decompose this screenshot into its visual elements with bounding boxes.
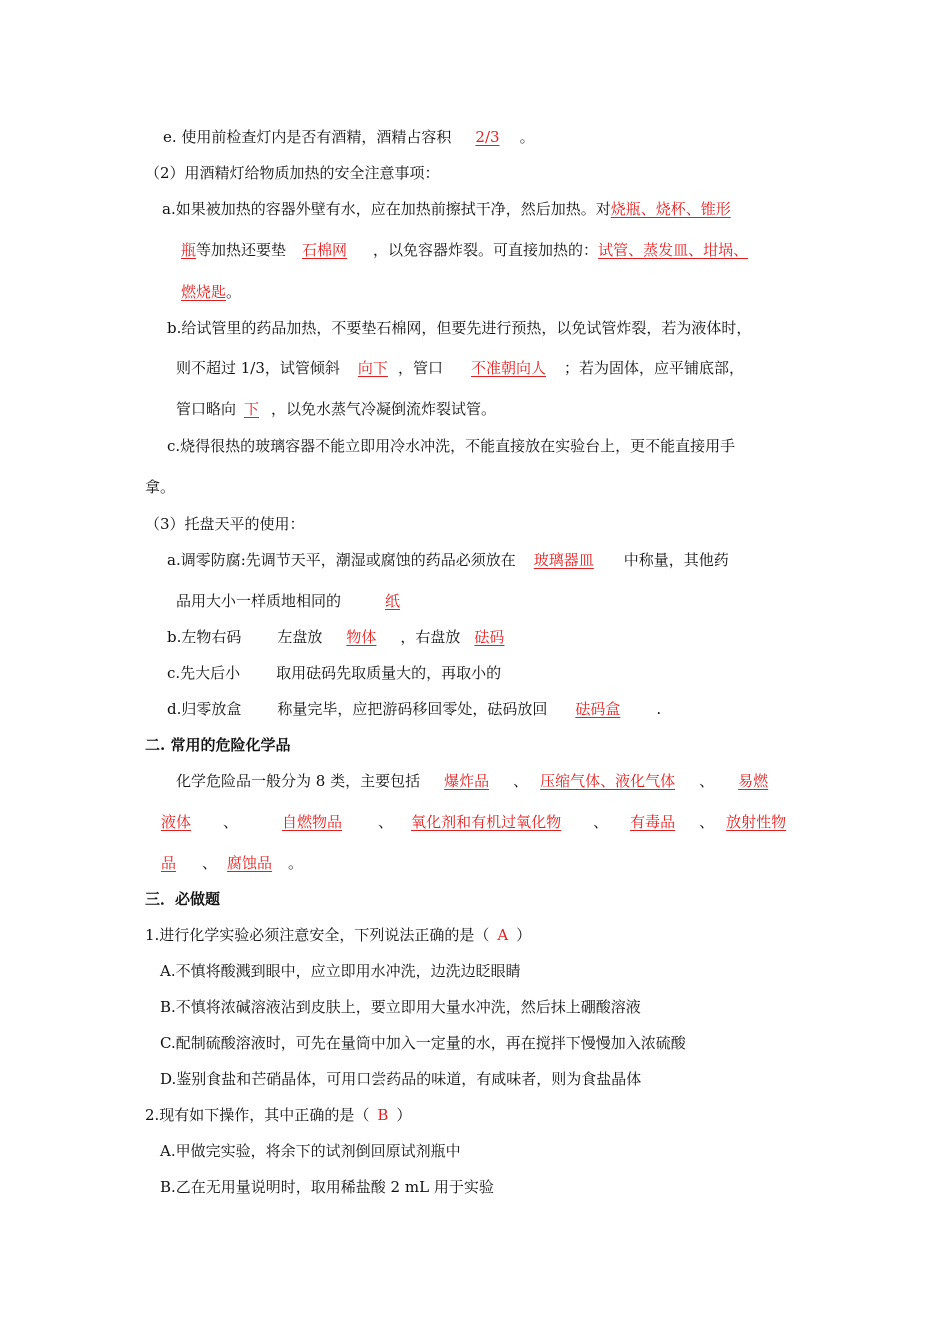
answer-blank: 烧瓶、烧杯、锥形	[610, 200, 731, 218]
question-1: 1.进行化学实验必须注意安全，下列说法正确的是（ A ）	[145, 926, 532, 944]
answer-blank: 自燃物品	[282, 813, 343, 831]
answer-mark: A	[497, 926, 509, 944]
balance-b: b.左物右码 左盘放 物体 ，右盘放 砝码	[167, 627, 550, 647]
answer-blank: 瓶	[181, 241, 197, 259]
balance-d: d.归零放盒 称量完毕，应把游码移回零处，砝码放回 砝码盒 .	[167, 700, 662, 718]
item-e: e. 使用前检查灯内是否有酒精，酒精占容积 2/3 。	[163, 128, 535, 146]
question-1-option-b: B.不慎将浓碱溶液沾到皮肤上，要立即用大量水冲洗，然后抹上硼酸溶液	[160, 998, 641, 1016]
answer-blank: 氧化剂和有机过氧化物	[411, 813, 562, 831]
item-b-line2: 则不超过 1/3，试管倾斜 向下 ，管口 不准朝向人 ；若为固体，应平铺底部，	[176, 359, 744, 377]
answer-blank: 下	[244, 400, 260, 418]
hazard-line1: 化学危险品一般分为 8 类，主要包括 爆炸品 、 压缩气体、液化气体 、 易燃	[176, 772, 769, 790]
hazard-line3: 品 、 腐蚀品 。	[161, 854, 304, 872]
question-2-option-b: B.乙在无用量说明时，取用稀盐酸 2 mL 用于实验	[160, 1178, 494, 1196]
item-a-line3: 燃烧匙。	[181, 283, 242, 301]
section-2-heading: 二. 常用的危险化学品	[145, 736, 291, 754]
answer-blank: 玻璃器皿	[533, 551, 594, 569]
item-c-line2: 拿。	[145, 478, 176, 496]
question-2: 2.现有如下操作，其中正确的是（ B ）	[145, 1106, 412, 1124]
subsection-3-title: （3）托盘天平的使用：	[145, 515, 305, 533]
hazard-line2: 液体 、 自燃物品 、 氧化剂和有机过氧化物 、 有毒品 、 放射性物	[161, 813, 787, 831]
item-a-line2: 瓶等加热还要垫 石棉网 ，以免容器炸裂。可直接加热的：试管、蒸发皿、坩埚、	[181, 241, 749, 259]
answer-blank: 放射性物	[726, 813, 787, 831]
answer-blank: 不准朝向人	[470, 359, 546, 377]
answer-blank: 石棉网	[302, 241, 348, 259]
answer-blank: 试管、蒸发皿、坩埚、	[598, 241, 749, 259]
answer-blank: 有毒品	[630, 813, 676, 831]
answer-blank: 压缩气体、液化气体	[540, 772, 676, 790]
answer-mark: B	[377, 1106, 389, 1124]
answer-blank: 燃烧匙	[181, 283, 227, 301]
answer-blank: 纸	[385, 592, 401, 610]
question-1-option-c: C.配制硫酸溶液时，可先在量筒中加入一定量的水，再在搅拌下慢慢加入浓硫酸	[160, 1034, 686, 1052]
answer-blank: 物体	[346, 628, 377, 646]
question-1-option-d: D.鉴别食盐和芒硝晶体，可用口尝药品的味道，有咸味者，则为食盐晶体	[160, 1070, 642, 1088]
item-c-line1: c.烧得很热的玻璃容器不能立即用冷水冲洗，不能直接放在实验台上，更不能直接用手	[167, 437, 736, 455]
answer-blank: 爆炸品	[444, 772, 490, 790]
balance-c: c.先大后小 取用砝码先取质量大的，再取小的	[167, 664, 502, 682]
balance-a-line2: 品用大小一样质地相同的 纸	[176, 591, 442, 611]
answer-blank: 2/3	[475, 128, 500, 146]
answer-blank: 易燃	[738, 772, 769, 790]
item-a-line1: a.如果被加热的容器外壁有水，应在加热前擦拭干净，然后加热。对烧瓶、烧杯、锥形	[162, 200, 731, 218]
item-b-line3: 管口略向 下 ，以免水蒸气冷凝倒流炸裂试管。	[176, 400, 497, 418]
answer-blank: 砝码	[474, 628, 505, 646]
answer-blank: 腐蚀品	[227, 854, 273, 872]
answer-blank: 液体	[161, 813, 192, 831]
subsection-2-title: （2）用酒精灯给物质加热的安全注意事项：	[145, 164, 440, 182]
section-3-heading: 三．必做题	[145, 890, 221, 908]
balance-a-line1: a.调零防腐:先调节天平，潮湿或腐蚀的药品必须放在 玻璃器皿 中称量，其他药	[167, 551, 729, 569]
question-2-option-a: A.甲做完实验，将余下的试剂倒回原试剂瓶中	[160, 1142, 461, 1160]
answer-blank: 向下	[357, 359, 388, 377]
item-b-line1: b.给试管里的药品加热，不要垫石棉网，但要先进行预热，以免试管炸裂，若为液体时，	[167, 319, 752, 337]
question-1-option-a: A.不慎将酸溅到眼中，应立即用水冲洗，边洗边眨眼睛	[160, 962, 521, 980]
answer-blank: 品	[161, 854, 177, 872]
answer-blank: 砝码盒	[575, 700, 621, 718]
